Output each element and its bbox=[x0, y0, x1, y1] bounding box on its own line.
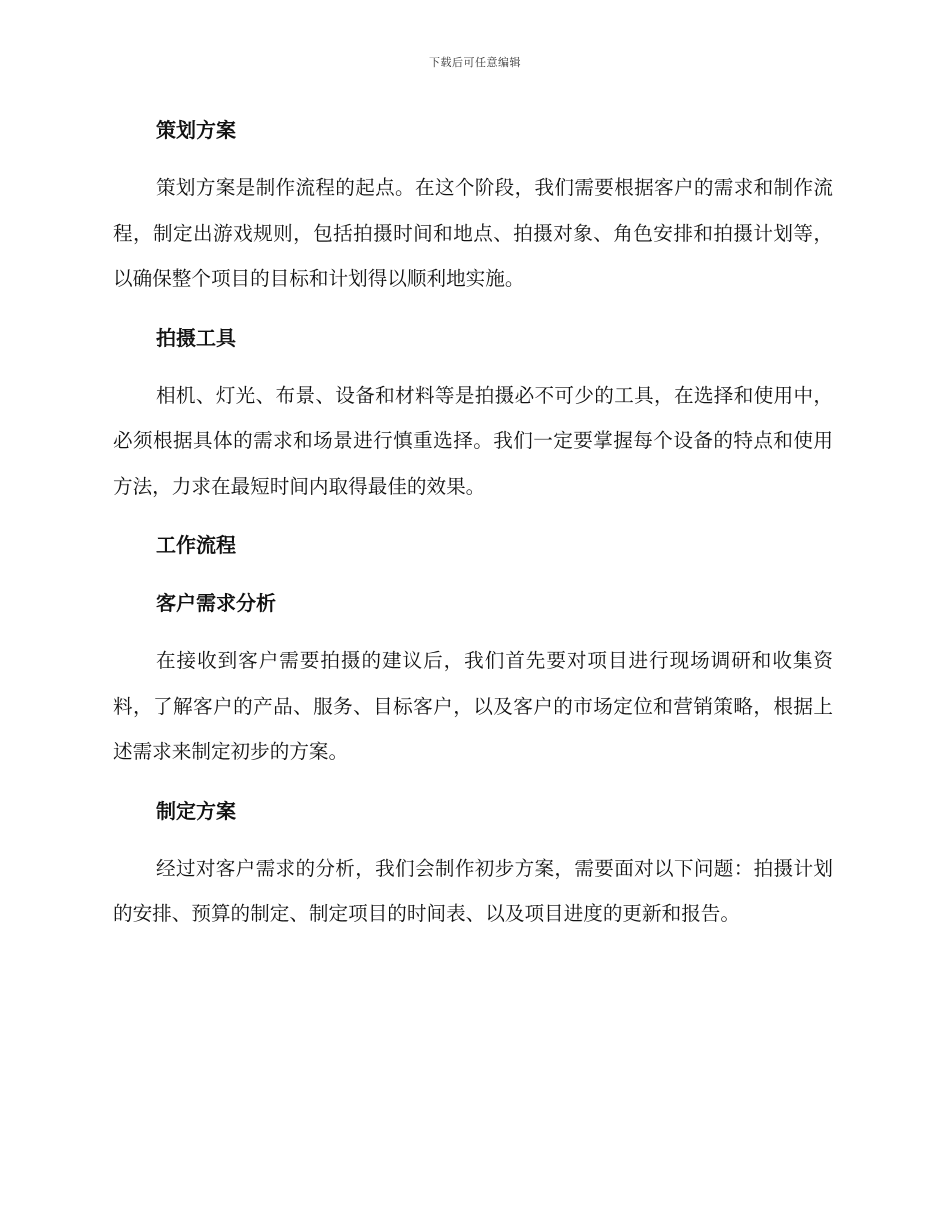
paragraph-client-analysis: 在接收到客户需要拍摄的建议后，我们首先要对项目进行现场调研和收集资料，了解客户的产品、服务、目标客户，以及客户的市场定位和营销策略，根据上述需求来制定初步的方案。 bbox=[113, 649, 833, 763]
heading-tools: 拍摄工具 bbox=[156, 325, 236, 350]
paragraph-tools: 相机、灯光、布景、设备和材料等是拍摄必不可少的工具，在选择和使用中，必须根据具体的需求和场景进行慎重选择。我们一定要掌握每个设备的特点和使用方法，力求在最短时间内取得最佳的效果。 bbox=[113, 383, 833, 498]
document-body bbox=[113, 108, 833, 937]
paragraph-plan: 策划方案是制作流程的起点。在这个阶段，我们需要根据客户的需求和制作流程，制定出游戏规则，包括拍摄时间和地点、拍摄对象、角色安排和拍摄计划等，以确保整个项目的目标和计划得以顺利地实施。 bbox=[113, 176, 833, 290]
heading-plan: 策划方案 bbox=[156, 118, 236, 142]
paragraph-proposal: 经过对客户需求的分析，我们会制作初步方案，需要面对以下问题：拍摄计划的安排、预算的制定、制定项目的时间表、以及项目进度的更新和报告。 bbox=[113, 856, 833, 925]
page-header-note: 下载后可任意编辑 bbox=[429, 56, 521, 69]
heading-client-analysis: 客户需求分析 bbox=[156, 591, 276, 615]
heading-workflow: 工作流程 bbox=[156, 533, 236, 557]
heading-proposal: 制定方案 bbox=[156, 798, 236, 823]
